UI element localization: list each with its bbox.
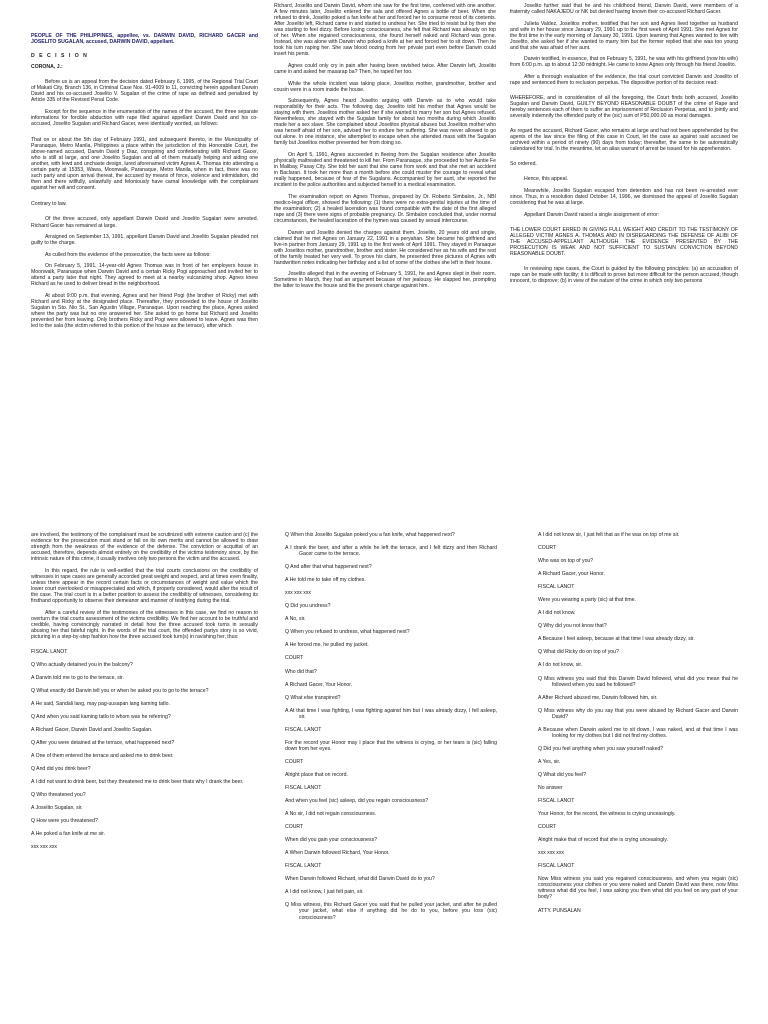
answer-line: A I did not know, I just felt pain, sir. (285, 889, 364, 896)
testimony-transcript (285, 532, 497, 921)
paragraph: Agnes could only cry in pain after having been ravished twice. After Darwin left, Joselito came in and asked her masarap ba? Then, he raped her too. (274, 62, 496, 75)
paragraph: Meanwhile, Joselito Sugalan escaped from detention and has not been re-arrested ever since. Thus, in a resolution dated October 14, 1996, we dismissed the appeal of Joselito Sugalan considering that he was at large. (510, 187, 738, 207)
paragraph: After a thorough evaluation of the evidence, the trial court convicted Darwin and Joselito of rape and sentenced them to reclusion perpetua. The dispositive portion of its decision read: (510, 73, 738, 86)
question-line: Q What did you feel? (538, 771, 587, 778)
paragraph: Subsequently, Agnes heard Joselito arguing with Darwin as to who would take responsibility for their acts. The following day, Joselito told his mother that Agnes would be staying with them. Joselitos mother asked her if she wanted to marry her son but Agnes refused. Nevertheless, she stayed with the Sugalan family for about two months during which Joselito made her a sex slave. She complained about Joselitos physical abuses but Joselitos mother who was herself afraid of her son, advised her to endure her suffering. She was never allowed to go out alone. In one instance, she attempted to escape when she attended mass with the Sugalan family but Joselitos mother prevented her from doing so. (274, 98, 496, 147)
page-1-column-2 (274, 3, 496, 508)
dispositive-portion: As regard the accused, Richard Gacer, who remains at large and had not been apprehended by the agents of the law since the filing of this case in Court, let the case as against said accused be archived within a period of ninety (90) days from today; thereafter, the same to be automatically calendared for trial. In the meantime, let an alias warrant of arrest be issued for his apprehension. (510, 128, 738, 153)
question-line: Q Who actually detained you in the balcony? (31, 661, 133, 668)
justice-name: CORONA, J.: (31, 64, 63, 71)
question-line: Q What exactly did Darwin tell you or when he asked you to go to the terrace? (31, 687, 209, 694)
testimony-transcript (538, 532, 738, 914)
transcript-line: FISCAL LANOT (285, 784, 322, 791)
paragraph: After a careful review of the testimonies of the witnesses in this case, we find no reason to overturn the trial courts assessment of the victims credibility. We find her account to be truthful and credible, having convincingly narrated in detail how the three accused took turns in sexually abusing her that fateful night. In the words of the trial court, the offended partys story is so vivid, picturing in a step-by-step fashion how the three accused took turn(s) in ravishing her, thus: (31, 609, 258, 640)
answer-line: A At that time I was fighting, I was fighting against him but I was already dizzy, I fell asleep, sir. (285, 707, 497, 720)
paragraph: Hence, this appeal. (524, 176, 569, 183)
question-line: Q What did Ricky do on top of you? (538, 649, 619, 656)
paragraph: Julieta Valdez, Joselitos mother, testified that her son and Agnes lived together as husband and wife in her house since January 29, 1991 up to the first week of April 1991. She met Agnes for the first time in the early morning of January 30, 1991. Upon learning that Agnes wanted to live with Joselito, she asked her if she wanted to marry him but the former replied that she was too young and that she was afraid of her aunt. (510, 20, 738, 51)
answer-line: A I did not want to drink beer, but they threatened me to drink beer thats why I drank the beer. (31, 779, 244, 786)
paragraph: At about 9:00 p.m. that evening, Agnes and her friend Pogi (the brother of Ricky) met with Richard and Ricky at the designated place. Thereafter, they proceeded to the house of Joselito Sugalan in Sto. Nio St., San Agustin Village, Paranaque. Upon reaching the place, Agnes asked where the party was but no one answered her. She asked to go home but Richard and Joselito prevented her from leaving. Only brothers Ricky and Pogi were allowed to leave. Agnes was then led to the sala (the victim referred to this portion of the house as the terrace), after which (31, 292, 258, 330)
page-2-column-3 (538, 532, 738, 1020)
answer-line: A Richard Gacer, Your Honor. (285, 681, 353, 688)
transcript-line: When did you gain your consciousness? (285, 837, 378, 844)
page-2-column-1 (31, 532, 258, 1020)
transcript-line: When Darwin followed Richard, what did Darwin David do to you? (285, 876, 435, 883)
paragraph: On February 5, 1991, 14-year-old Agnes Thomas was in front of her employers house in Moonwalk, Paranaque when Darwin David and a certain Ricky Pogi approached and invited her to attend a party later that night. They agreed to meet at a nearby vulcanizing shop. Agnes knew Richard as he used to deliver bread in the neighborhood. (31, 263, 258, 288)
answer-line: A Richard Gacer, Darwin David and Joselito Sugalan. (31, 727, 153, 734)
answer-line: A Joselito Sugalan, sir. (31, 805, 83, 812)
paragraph: Before us is an appeal from the decision dated February 6, 1995, of the Regional Trial Court of Makati City, Branch 136, in Criminal Case Nos. 91-4009 to 11, convicting herein appellant Darwin David and his co-accused Joselito V. Sugalan of the crime of rape as defined and penalized by Article 335 of the Revised Penal Code. (31, 79, 258, 104)
page-1-column-1 (31, 33, 258, 508)
transcript-line: FISCAL LANOT (538, 798, 575, 805)
transcript-line: xxx xxx xxx (538, 850, 564, 857)
paragraph: Darwin testified, in essence, that on February 5, 1991, he was with his girlfriend (now his wife) from 6:00 p.m. up to about 12:30 midnight. He came to know Agnes only through his friend Joselito. (510, 56, 738, 69)
question-line: Q How were you threatened? (31, 818, 98, 825)
transcript-line: xxx xxx xxx (285, 590, 311, 597)
transcript-line: COURT (538, 824, 557, 831)
transcript-line: Now Miss witness you said you regained consciousness, and when you regain (sic) consciousness your clothes or you were naked and Darwin David was there, now Miss witness what did you feel, I was asking you then what did you feel on any part of your body? (538, 876, 738, 901)
paragraph: Joselito alleged that in the evening of February 5, 1991, he and Agnes slept in their room. Sometime in March, they had an argument because of her jealousy. He slapped her, prompting the latter to leave the house and file the present charge against him. (274, 271, 496, 290)
transcript-line: COURT (285, 824, 304, 831)
transcript-line: Alright place that on record. (285, 771, 348, 778)
paragraph: In this regard, the rule is well-settled that the trial courts conclusions on the credibility of witnesses in rape cases are generally accorded great weight and respect, and at times even finality, unless there appear in the record certain facts or circumstances of weight and value which the lower court overlooked or misappreciated and which, if properly considered, would alter the result of the case. The trial court is in a better position to assess the credibility of witnesses, considering its firsthand opportunity to observe their demeanor and manner of testifying during the trial. (31, 567, 258, 604)
answer-line: A I drank the beer, and after a while he left the terrace, and I felt dizzy and then Richard Gacer came to the terrace. (285, 545, 497, 558)
transcript-line: FISCAL LANOT (285, 863, 322, 870)
paragraph: In reviewing rape cases, the Court is guided by the following principles: (a) an accusation of rape can be made with facility; it is difficult to prove but more difficult for the person accused, though innocent, to disprove; (b) in view of the nature of the crime in which only two persons (510, 265, 738, 284)
paragraph: While the whole incident was taking place, Joselitos mother, grandmother, brother and cousin were in a room inside the house. (274, 80, 496, 93)
transcript-line: xxx xxx xxx (31, 844, 57, 851)
transcript-line: Were you wearing a party (sic) at that time. (538, 597, 636, 604)
paragraph: On April 5, 1991, Agnes succeeded in fleeing from the Sugalan residence after Joselito physically maltreated and threatened to kill her. From Paranaque, she proceeded to her Auntie Fe in Malibay, Pasay City. She told her aunt that she came from work and that she met an accident in Baclaran. It took her more than a month before she could muster the courage to reveal what really happened, because of fear of the Sugalans. Accompanied by her aunt, she reported the incident to the police authorities and subjected herself to a medical examination. (274, 151, 496, 189)
question-line: Q When you refused to undress, what happened next? (285, 629, 410, 636)
question-line: Q After you were detained at the terrace, what happened next? (31, 740, 175, 747)
paragraph: Arraigned on September 13, 1991, appellant Darwin David and Joselito Sugalan pleaded not guilty to the charge. (31, 234, 258, 247)
question-line: Q When this Joselito Sugalan poked you a fan knife, what happened next? (285, 532, 455, 538)
transcript-line: ATTY. PUNSALAN (538, 907, 581, 914)
transcript-line: FISCAL LANOT (285, 726, 322, 733)
transcript-line: FISCAL LANOT (538, 584, 575, 591)
answer-line: A He forced me, he pulled my jacket. (285, 642, 369, 649)
testimony-transcript (31, 649, 258, 851)
transcript-line: COURT (538, 545, 557, 552)
paragraph: Appellant Darwin David raised a single assignment of error: (524, 211, 660, 218)
paragraph: Darwin and Joselito denied the charges against them. Joselito, 20 years old and single, claimed that he met Agnes on January 22, 1991 in a peryahan. She became his girlfriend and live-in partner from January 29, 1991 up to the first week of April 1991. They stayed in Paraaque with Joselitos mother, grandmother, brother and sister. He considered her as his wife and the rest of the family treated her very well. To prove his claim, he presented three pictures of Agnes with handwritten notes indicating her birthday and a list of some of the clothes she left in their house. (274, 229, 496, 266)
answer-line: A I do not know, sir. (538, 662, 583, 669)
answer-line: A He poked a fan knife at me sir. (31, 831, 106, 838)
transcript-line: Alright make that of record that she is crying unceasingly. (538, 837, 668, 844)
answer-line: A Because when Darwin asked me to sit down, I was naked, and at that time I was looking for my clothes but I did not find my clothes. (538, 726, 738, 739)
question-line: Q What else transpired? (285, 694, 341, 701)
answer-line: A Darwin told me to go to the terrace, sir. (31, 674, 124, 681)
page-2 (0, 512, 768, 1024)
paragraph: Joselito further said that he and his childhood friend, Darwin David, were members of a fraternity called NAKAJEDU or NK but denied having known their co-accused Richard Gacer. (510, 3, 738, 16)
transcript-line: Who did that? (285, 668, 317, 675)
question-line: Q And after that what happened next? (285, 564, 372, 571)
paragraph: Of the three accused, only appellant Darwin David and Joselito Sugalan were arrested. Richard Gacer has remained at large. (31, 216, 258, 229)
page-1-column-3 (510, 3, 738, 508)
paragraph: Richard, Joselito and Darwin David, whom she saw for the first time, conferred with one another. A few minutes later, Joselito entered the sala and offered Agnes a bottle of beer. When she refused to drink, Joselito poked a fan knife at her and forced her to consume most of its contents. After Joselito left, Richard came in and started to undress her. She tried to resist but by then she was starting to feel dizzy. Before losing consciousness, she felt that Richard was already on top of her. When she regained consciousness, she found herself naked and Richard was gone. Instead, she was alone with Darwin who poked a knife at her and forced her to sit down. Then he took his turn raping her. She saw blood oozing from her private part even before Darwin could insert his penis. (274, 3, 496, 58)
question-line: Q Why did you not know that? (538, 623, 607, 630)
transcript-line: Who was on top of you? (538, 558, 594, 565)
answer-line: A Because I feel asleep, because at that time I was already dizzy, sir. (538, 636, 695, 643)
paragraph: As culled from the evidence of the prosecution, the facts were as follows: (45, 251, 211, 258)
question-line: Q Miss witness why do you say that you were abused by Richard Gacer and Darwin David? (538, 707, 738, 720)
question-line: Q Did you undress? (285, 603, 331, 610)
dispositive-portion: WHEREFORE, and in consideration of all the foregoing, the Court finds both accused, Joselito Sugalan and Darwin David, GUILTY BEYOND REASONABLE DOUBT of the crime of Rape and hereby sentences each of them to suffer an imprisonment of Reclusion Perpetua, and to jointly and severally indemnify the offended party of the (sic) sum of P50,000.00 as moral damages. (510, 95, 738, 120)
paragraph: Contrary to law. (31, 201, 67, 208)
transcript-line: For the record your Honor may I place that the witness is crying, or her tears is (sic) falling down from her eyes. (285, 739, 497, 752)
paragraph: The examination report on Agnes Thomas, prepared by Dr. Roberto Simbalon, Jr., NBI medico-legal officer, showed the following: (1) there were no extra-genital injuries at the time of the examination; (2) a healed laceration was found compatible with the date of the first alleged rape and (3) there were signs of probable pregnancy. Dr. Simbalon concluded that, under normal circumstances, the healed laceration of the hymen was caused by sexual intercourse. (274, 193, 496, 224)
transcript-line: COURT (285, 758, 304, 765)
paragraph: Except for the sequence in the enumeration of the names of the accused, the three separate informations for forcible abduction with rape filed against appellant Darwin David and his co-accused, Joselito Sugalan and Richard Gacer, were identically worded, as follows: (31, 108, 258, 127)
answer-line: A No, sir. (285, 616, 306, 623)
transcript-line: Your Honor, for the record, the witness is crying unceasingly. (538, 811, 676, 818)
answer-line: A Yes, sir. (538, 758, 561, 765)
answer-line: A Richard Gacer, your Honor. (538, 571, 605, 578)
transcript-line: COURT (285, 655, 304, 662)
question-line: Q And did you drink beer? (31, 766, 91, 773)
transcript-line: And when you feel (sic) asleep, did you regain consciousness? (285, 798, 429, 805)
decision-label: D E C I S I O N (31, 53, 89, 60)
answer-line: A One of them entered the terrace and asked me to drink beer. (31, 753, 174, 760)
transcript-line: FISCAL LANOT (31, 648, 68, 655)
assignment-of-error: THE LOWER COURT ERRED IN GIVING FULL WEIGHT AND CREDIT TO THE TESTIMONY OF ALLEGED VICTIM AGNES A. THOMAS AND IN DISREGARDING THE DEFENSE OF ALIBI OF THE ACCUSED-APPELLANT ALTHOUGH THE EVIDENCE PRESENTED BY THE PROSECUTION IS WEAK AND NOT SUFFICIENT TO SUSTAIN CONVICTION BEYOND REASONABLE DOUBT. (510, 226, 738, 257)
answer-line: A He told me to take off my clothes. (285, 577, 366, 584)
answer-line: A After Richard abused me, Darwin followed him, sir. (538, 694, 658, 701)
transcript-line: No answer (538, 784, 563, 791)
answer-line: A I did not know sir, I just felt that as if he was on top of me sir. (538, 532, 680, 538)
paragraph: That on or about the 5th day of February 1991, and subsequent thereto, in the Municipality of Paranaque, Metro Manila, Philippines a place within the jurisdiction of this Honorable Court, the above-named accused, Darwin David y Diaz, conspiring and confederating with Richard Gacer, who is still at large, and one Joselito Sugalan and all of them mutually helping and aiding one another, with lewd and unchaste design, lured aforenamed victim Agnes A. Thomas into attending a certain party at 15353, Wawa, Moonwalk, Paranaque, Metro Manila, when in fact, there was no such party and upon arrival thereat, the accused by means of force, violence and intimidation, did then and there willfully, unlawfully and feloniously have carnal knowledge with the complainant against her will and consent. (31, 137, 258, 192)
question-line: Q And when you said kaming tatlo to whom was he referring? (31, 713, 171, 720)
answer-line: A When Darwin followed Richard, Your Honor. (285, 850, 390, 857)
question-line: Q Miss witness you said that this Darwin David followed, what did you mean that he followed when you said he followed? (538, 675, 738, 688)
paragraph: So ordered. (510, 161, 537, 168)
page-2-column-2 (285, 532, 497, 1020)
answer-line: A I did not know. (538, 610, 576, 617)
answer-line: A No sir, I did not regain consciousness. (285, 811, 377, 818)
question-line: Q Who threatened you? (31, 792, 86, 799)
question-line: Q Miss witness, this Richard Gacer you said that he pulled your jacket, and after he pulled your jacket, what else if anything did he do to you, before you loss (sic) consciousness? (285, 902, 497, 921)
question-line: Q Did you feel anything when you saw yourself naked? (538, 745, 664, 752)
answer-line: A He said, Sandali lang, may pag-uusapan lang kaming tatlo. (31, 700, 170, 707)
case-heading: PEOPLE OF THE PHILIPPINES, appellee, vs. DARWIN DAVID, RICHARD GACER and JOSELITO SUGALAN, accused, DARWIN DAVID, appellant. (31, 33, 258, 46)
transcript-line: FISCAL LANOT (538, 863, 575, 870)
paragraph: are involved, the testimony of the complainant must be scrutinized with extreme caution and (c) the evidence for the prosecution must stand or fall on its own merits and cannot be allowed to draw strength from the weakness of the evidence of the defense. The conviction or acquittal of an accused, therefore, depends almost entirely on the credibility of the victims testimony since, by the intrinsic nature of this crime, it usually involves only two persons the victim and the accused. (31, 532, 258, 563)
